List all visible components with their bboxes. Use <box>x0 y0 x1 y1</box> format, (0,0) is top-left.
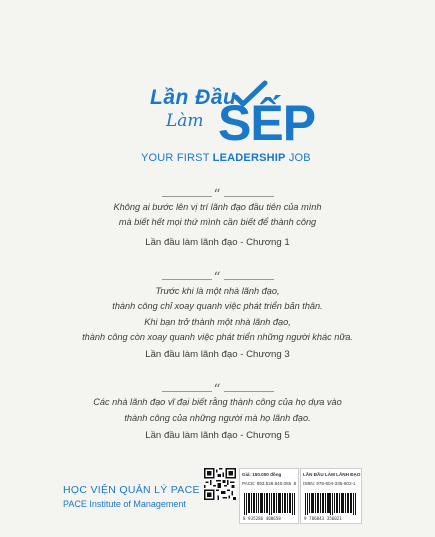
checkmark-icon <box>232 80 270 108</box>
price-barcode-label <box>239 468 299 524</box>
isbn-title-text: LẦN ĐẦU LÀM LÃNH ĐẠO <box>303 472 361 477</box>
quote-source: Lần đầu làm lãnh đạo - Chương 1 <box>145 237 290 248</box>
logo-sep-text: SẾP <box>218 95 316 151</box>
barcode-number: 8 935286 400658 <box>243 516 281 521</box>
publisher-name-en: PACE Institute of Management <box>63 499 186 509</box>
isbn-barcode-label <box>300 468 362 524</box>
barcode-number: 9 786043 356021 <box>304 516 342 521</box>
quote-source: Lần đầu làm lãnh đạo - Chương 5 <box>145 430 290 441</box>
quote-line: thành công còn xoay quanh việc phát triển những người khác nữa. <box>82 332 353 342</box>
logo-subtitle <box>141 152 311 164</box>
quote-divider-left <box>162 391 212 392</box>
pace-code-text: PACE: 893.528.840.065 .8 <box>242 481 297 486</box>
quote-divider-left <box>162 279 212 280</box>
logo-lan-dau-text: Lần Đầu <box>150 86 237 109</box>
quote-mark-icon: “ <box>213 382 221 398</box>
logo-lam-text: Làm <box>166 111 204 131</box>
quote-source: Lần đầu làm lãnh đạo - Chương 3 <box>145 349 290 360</box>
barcode-icon <box>304 493 358 515</box>
quote-line: Không ai bước lên vị trí lãnh đạo đầu tiên của mình <box>113 202 322 212</box>
barcode-icon <box>243 493 297 515</box>
publisher-name: HỌC VIỆN QUẢN LÝ PACE <box>63 484 200 496</box>
subtitle-suffix: JOB <box>285 152 311 164</box>
quote-line: Khi bạn trở thành một nhà lãnh đạo, <box>144 317 291 327</box>
quote-divider-right <box>224 196 274 197</box>
subtitle-bold: LEADERSHIP <box>212 152 286 164</box>
quote-mark-icon: “ <box>213 270 221 286</box>
quote-line: Các nhà lãnh đạo vĩ đại biết rằng thành công của họ dựa vào <box>93 397 342 407</box>
subtitle-prefix: YOUR FIRST <box>141 152 213 164</box>
book-logo <box>0 0 435 170</box>
price-text: Giá: 150.000 đồng <box>242 472 282 477</box>
quote-divider-right <box>224 279 274 280</box>
quote-line: thành công của những người mà họ lãnh đạo. <box>124 413 311 423</box>
quote-divider-left <box>162 196 212 197</box>
quote-mark-icon: “ <box>213 187 221 203</box>
quote-line: Trước khi là một nhà lãnh đạo, <box>155 286 280 296</box>
quote-line: mà biết hết mọi thứ mình cần biết để thành công <box>118 217 317 227</box>
quote-divider-right <box>224 391 274 392</box>
quote-line: thành công chỉ xoay quanh việc phát triển bản thân. <box>112 301 323 311</box>
isbn-text: ISBN: 978-604-335-602-1 <box>303 481 356 486</box>
qr-code-icon <box>204 468 236 500</box>
